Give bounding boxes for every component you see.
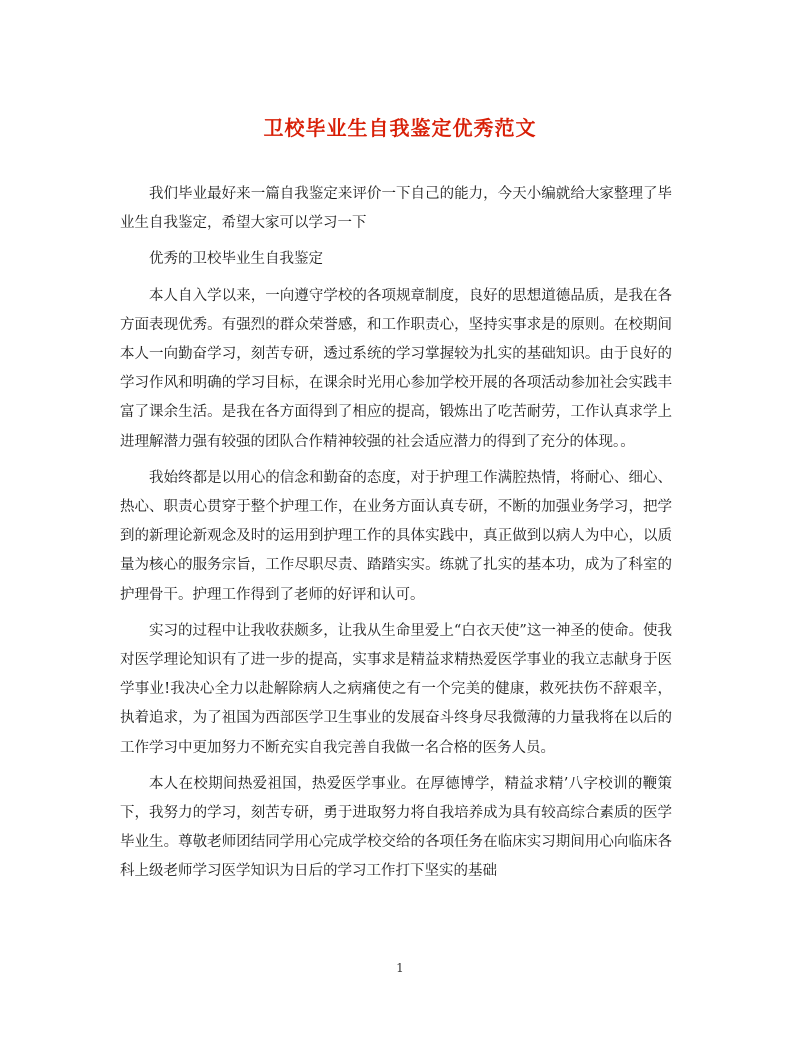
document-body — [120, 180, 672, 894]
body-paragraph: 我始终都是以用心的信念和勤奋的态度，对于护理工作满腔热情，将耐心、细心、热心、职责心贯穿于整个护理工作，在业务方面认真专研，不断的加强业务学习，把学到的新理论新观念及时的运用到护理工作的具体实践中，真正做到以病人为中心，以质量为核心的服务宗旨，工作尽职尽责、踏踏实实。练就了扎实的基本功，成为了科室的护理骨干。护理工作得到了老师的好评和认可。 — [120, 469, 672, 603]
page-number: 1 — [396, 961, 404, 975]
document-title: 卫校毕业生自我鉴定优秀范文 — [263, 116, 537, 140]
body-paragraph: 实习的过程中让我收获颇多，让我从生命里爱上“白衣天使”这一神圣的使命。使我对医学理论知识有了进一步的提高，实事求是精益求精热爱医学事业的我立志献身于医学事业!我决心全力以赴解除病人之病痛使之有一个完美的健康，救死扶伤不辞艰辛，执着追求，为了祖国为西部医学卫生事业的发展奋斗终身尽我微薄的力量我将在以后的工作学习中更加努力不断充实自我完善自我做一名合格的医务人员。 — [120, 622, 672, 756]
intro-paragraph: 我们毕业最好来一篇自我鉴定来评价一下自己的能力，今天小编就给大家整理了毕业生自我鉴定，希望大家可以学习一下 — [120, 186, 672, 232]
body-paragraph: 本人在校期间热爱祖国，热爱医学事业。在厚德博学，精益求精’八字校训的鞭策下，我努力的学习，刻苦专研，勇于进取努力将自我培养成为具有较高综合素质的医学毕业生。尊敬老师团结同学用心完成学校交给的各项任务在临床实习期间用心向临床各科上级老师学习医学知识为日后的学习工作打下坚实的基础 — [120, 775, 672, 880]
body-paragraph: 本人自入学以来，一向遵守学校的各项规章制度，良好的思想道德品质，是我在各方面表现优秀。有强烈的群众荣誉感，和工作职责心，坚持实事求是的原则。在校期间本人一向勤奋学习，刻苦专研，透过系统的学习掌握较为扎实的基础知识。由于良好的学习作风和明确的学习目标，在课余时光用心参加学校开展的各项活动参加社会实践丰富了课余生活。是我在各方面得到了相应的提高，锻炼出了吃苦耐劳，工作认真求学上进理解潜力强有较强的团队合作精神较强的社会适应潜力的得到了充分的体现。。 — [120, 287, 672, 450]
section-heading: 优秀的卫校毕业生自我鉴定 — [149, 251, 323, 268]
